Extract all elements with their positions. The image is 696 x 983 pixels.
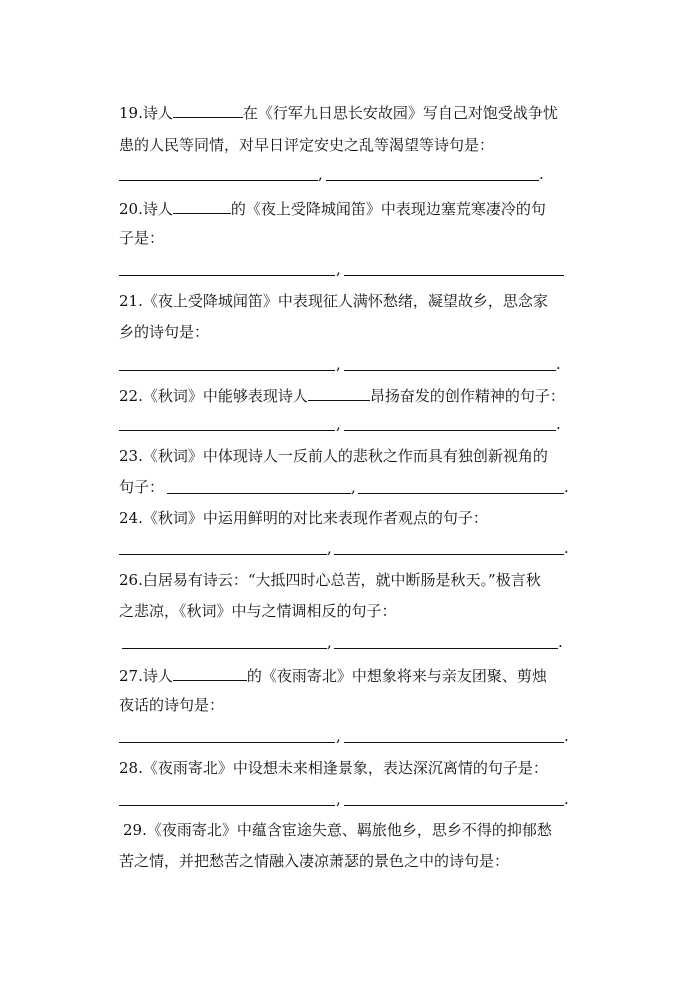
question-26-line-1: 26.白居易有诗云：“大抵四时心总苦，就中断肠是秋天。”极言秋 (119, 571, 541, 589)
question-22-answer-blank-2[interactable] (344, 430, 556, 431)
question-19-poet-blank[interactable] (173, 101, 243, 118)
question-21-period: . (556, 355, 561, 373)
question-19-prefix: 19.诗人 (119, 104, 173, 122)
question-19-line-1 (119, 101, 558, 123)
question-20-answer-blank-2[interactable] (344, 275, 564, 276)
question-22-comma: , (336, 415, 341, 433)
question-23-comma: , (351, 478, 356, 496)
question-26-answer-blank-1[interactable] (122, 648, 327, 649)
question-22-line-1 (119, 384, 565, 406)
question-20-line-1 (119, 197, 546, 219)
question-26-line-2: 之悲凉，《秋词》中与之情调相反的句子： (119, 602, 397, 620)
question-19-text: 在《行军九日思长安故园》写自己对饱受战争忧 (242, 104, 558, 122)
question-24-comma: , (327, 539, 332, 557)
question-28-comma: , (336, 790, 341, 808)
question-20-text: 的《夜上受降城闻笛》中表现边塞荒寒凄冷的句 (230, 200, 546, 218)
question-27-line-1 (119, 664, 547, 686)
question-27-answer-blank-2[interactable] (344, 742, 564, 743)
question-22-answer-blank-1[interactable] (119, 430, 335, 431)
question-20-line-2: 子是： (119, 229, 165, 247)
question-20-answer-blank-1[interactable] (119, 275, 335, 276)
question-22-poet-blank[interactable] (308, 384, 370, 401)
question-22-prefix: 22.《秋词》中能够表现诗人 (119, 387, 308, 405)
question-23-prefix: 句子： (119, 478, 165, 496)
question-29-line-1: 29.《夜雨寄北》中蕴含宦途失意、羁旅他乡，思乡不得的抑郁愁 (123, 821, 552, 839)
question-19-answer-blank-2[interactable] (326, 180, 539, 181)
question-21-answer-blank-2[interactable] (344, 370, 556, 371)
question-21-line-2: 乡的诗句是： (119, 323, 210, 341)
question-21-answer-blank-1[interactable] (119, 370, 335, 371)
question-28-answer-blank-2[interactable] (344, 805, 564, 806)
question-22-period: . (556, 415, 561, 433)
question-19-period: . (539, 165, 544, 183)
question-21-comma: , (336, 355, 341, 373)
question-21-line-1: 21.《夜上受降城闻笛》中表现征人满怀愁绪，凝望故乡，思念家 (119, 292, 548, 310)
question-28-period: . (564, 790, 569, 808)
question-19-line-2: 患的人民等同情，对早日评定安史之乱等渴望等诗句是： (119, 136, 495, 154)
question-27-text: 的《夜雨寄北》中想象将来与亲友团聚、剪烛 (246, 667, 547, 685)
question-28-line-1: 28.《夜雨寄北》中设想未来相逢景象，表达深沉离情的句子是： (119, 759, 548, 777)
question-27-comma: , (336, 727, 341, 745)
question-20-prefix: 20.诗人 (119, 200, 173, 218)
question-20-comma: , (336, 260, 341, 278)
question-27-period: . (564, 727, 569, 745)
question-27-line-2: 夜话的诗句是： (119, 696, 225, 714)
question-24-line-1: 24.《秋词》中运用鲜明的对比来表现作者观点的句子： (119, 509, 488, 527)
question-23-answer-blank-2[interactable] (358, 493, 564, 494)
question-23-line-1: 23.《秋词》中体现诗人一反前人的悲秋之作而具有独创新视角的 (119, 447, 548, 465)
question-26-answer-blank-2[interactable] (334, 648, 558, 649)
question-23-period: . (564, 478, 569, 496)
question-23-line-2 (119, 477, 164, 497)
question-23-answer-blank-1[interactable] (167, 493, 351, 494)
question-26-comma: , (327, 633, 332, 651)
question-27-answer-blank-1[interactable] (119, 742, 335, 743)
question-27-poet-blank[interactable] (173, 664, 247, 681)
question-19-comma: , (318, 165, 323, 183)
question-24-period: . (564, 539, 569, 557)
question-26-period: . (558, 633, 563, 651)
question-24-answer-blank-1[interactable] (119, 554, 327, 555)
question-20-poet-blank[interactable] (173, 197, 231, 214)
question-28-answer-blank-1[interactable] (119, 805, 335, 806)
question-24-answer-blank-2[interactable] (334, 554, 564, 555)
question-19-answer-blank-1[interactable] (119, 180, 318, 181)
question-27-prefix: 27.诗人 (119, 667, 173, 685)
question-29-line-2: 苦之情，并把愁苦之情融入凄凉萧瑟的景色之中的诗句是： (119, 852, 510, 870)
question-22-text: 昂扬奋发的创作精神的句子： (369, 387, 565, 405)
